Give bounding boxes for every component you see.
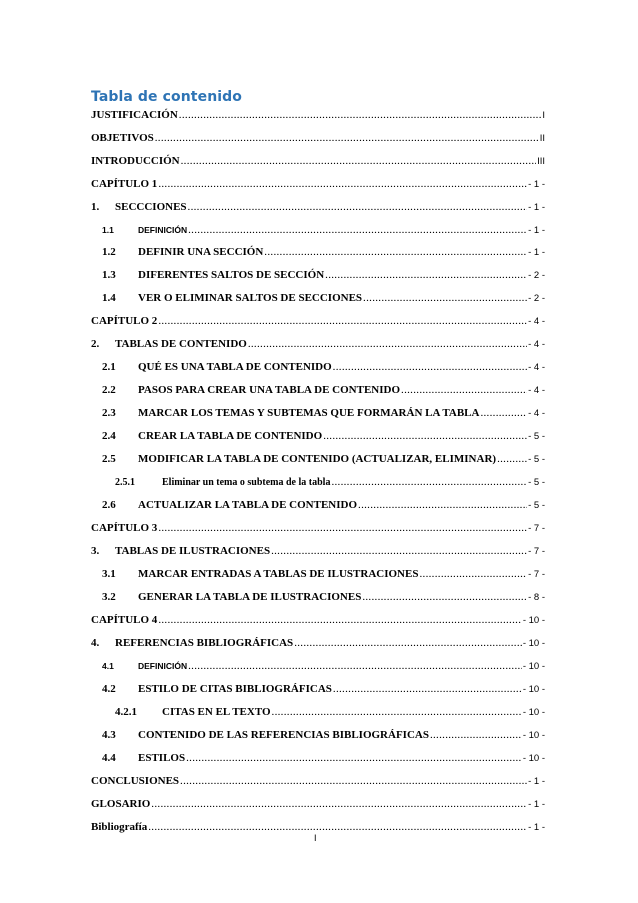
toc-entry-number: 1.4: [102, 292, 116, 304]
toc-entry-number: 2.5.1: [115, 477, 135, 488]
toc-entry-page: III: [537, 156, 545, 167]
toc-entry-label: DIFERENTES SALTOS DE SECCIÓN: [138, 269, 325, 281]
toc-entry[interactable]: [91, 338, 545, 354]
toc-entry-label: CAPÍTULO 4: [91, 614, 158, 626]
toc-entry[interactable]: [91, 637, 545, 653]
toc-entry[interactable]: [91, 155, 545, 171]
toc-entry[interactable]: [91, 292, 545, 308]
toc-entry[interactable]: [91, 178, 545, 194]
toc-entry-leader-dots: [179, 109, 542, 121]
toc-entry-label: Bibliografía: [91, 821, 148, 833]
toc-entry-leader-dots: [180, 775, 527, 787]
toc-entry-leader-dots: [148, 821, 527, 833]
toc-entry[interactable]: [91, 224, 545, 240]
toc-entry[interactable]: [91, 407, 545, 423]
toc-entry[interactable]: [91, 453, 545, 469]
toc-entry-page: - 10 -: [522, 615, 545, 626]
toc-entry-page: I: [542, 110, 545, 121]
toc-entry-leader-dots: [158, 315, 527, 327]
toc-entry-page: - 1 -: [528, 202, 545, 213]
toc-entry-page: - 5 -: [528, 500, 545, 511]
toc-entry-leader-dots: [188, 224, 527, 236]
toc-entry[interactable]: [91, 729, 545, 745]
toc-entry-page: - 10 -: [522, 707, 545, 718]
toc-entry-number: 2.5: [102, 453, 116, 465]
footer-page-number: I: [314, 833, 317, 843]
toc-entry-number: 3.1: [102, 568, 116, 580]
toc-entry-label: PASOS PARA CREAR UNA TABLA DE CONTENIDO: [138, 384, 401, 396]
toc-entry-leader-dots: [188, 660, 522, 672]
toc-entry-number: 2.: [91, 338, 100, 350]
toc-entry-leader-dots: [181, 155, 536, 167]
toc-entry-page: - 5 -: [528, 477, 545, 488]
toc-entry[interactable]: [91, 545, 545, 561]
toc-entry-label: OBJETIVOS: [91, 132, 154, 144]
toc-entry-page: - 4 -: [528, 316, 545, 327]
toc-entry-page: - 7 -: [528, 523, 545, 534]
toc-entry-label: ACTUALIZAR LA TABLA DE CONTENIDO: [138, 499, 358, 511]
toc-entry-leader-dots: [264, 246, 527, 258]
toc-entry-page: - 4 -: [528, 408, 545, 419]
toc-entry-leader-dots: [419, 568, 527, 580]
toc-entry-number: 4.2.1: [115, 706, 137, 718]
toc-entry-page: - 1 -: [528, 179, 545, 190]
toc-entry-label: CONCLUSIONES: [91, 775, 180, 787]
toc-entry-number: 1.3: [102, 269, 116, 281]
toc-entry[interactable]: [91, 706, 545, 722]
toc-entry-number: 2.6: [102, 499, 116, 511]
toc-entry-leader-dots: [363, 292, 527, 304]
toc-entry[interactable]: [91, 798, 545, 814]
toc-entry-leader-dots: [271, 545, 527, 557]
toc-entry-page: - 7 -: [528, 546, 545, 557]
toc-entry-page: - 8 -: [528, 592, 545, 603]
toc-entry-label: REFERENCIAS BIBLIOGRÁFICAS: [115, 637, 294, 649]
toc-entry-page: - 5 -: [528, 454, 545, 465]
toc-entry-leader-dots: [430, 729, 522, 741]
toc-entry-leader-dots: [333, 683, 522, 695]
toc-entry-leader-dots: [325, 269, 527, 281]
toc-entry-label: CAPÍTULO 1: [91, 178, 158, 190]
toc-entry-label: CAPÍTULO 3: [91, 522, 158, 534]
toc-entry-label: DEFINICIÓN: [138, 225, 188, 235]
toc-entry-leader-dots: [186, 752, 522, 764]
toc-entry-label: DEFINICIÓN: [138, 661, 188, 671]
toc-entry-label: VER O ELIMINAR SALTOS DE SECCIONES: [138, 292, 363, 304]
toc-entry-label: QUÉ ES UNA TABLA DE CONTENIDO: [138, 361, 332, 373]
toc-entry[interactable]: [91, 775, 545, 791]
toc-entry[interactable]: [91, 201, 545, 217]
toc-entry[interactable]: [91, 683, 545, 699]
toc-entry-leader-dots: [331, 476, 527, 488]
toc-entry-label: TABLAS DE CONTENIDO: [115, 338, 247, 350]
toc-entry-number: 4.3: [102, 729, 116, 741]
toc-entry[interactable]: [91, 361, 545, 377]
toc-entry-label: JUSTIFICACIÓN: [91, 109, 178, 121]
toc-entry-number: 2.3: [102, 407, 116, 419]
toc-entry-page: II: [539, 133, 545, 144]
toc-entry-label: Eliminar un tema o subtema de la tabla: [162, 477, 331, 488]
toc-entry-number: 4.: [91, 637, 100, 649]
toc-entry[interactable]: [91, 430, 545, 446]
toc-entry[interactable]: [91, 614, 545, 630]
toc-entry-label: INTRODUCCIÓN: [91, 155, 180, 167]
toc-entry-page: - 10 -: [522, 661, 545, 672]
toc-entry-leader-dots: [362, 591, 527, 603]
toc-entry-label: CITAS EN EL TEXTO: [162, 706, 271, 718]
toc-entry-leader-dots: [294, 637, 522, 649]
toc-entry-number: 4.4: [102, 752, 116, 764]
toc-entry-page: - 10 -: [522, 684, 545, 695]
toc-entry-number: 4.2: [102, 683, 116, 695]
toc-entry-number: 2.4: [102, 430, 116, 442]
toc-entry-leader-dots: [158, 522, 527, 534]
toc-entry[interactable]: [91, 660, 545, 676]
toc-entry-leader-dots: [151, 798, 527, 810]
toc-entry-number: 3.2: [102, 591, 116, 603]
toc-entry-page: - 4 -: [528, 362, 545, 373]
toc-entry-label: MODIFICAR LA TABLA DE CONTENIDO (ACTUALIZAR, ELIMINAR): [138, 453, 497, 465]
toc-entry-label: CAPÍTULO 2: [91, 315, 158, 327]
toc-entry-number: 1.: [91, 201, 100, 213]
toc-entry-page: - 4 -: [528, 339, 545, 350]
toc-entry-leader-dots: [188, 201, 528, 213]
toc-entry-page: - 2 -: [528, 270, 545, 281]
toc-entry-number: 3.: [91, 545, 100, 557]
toc-entry-number: 2.1: [102, 361, 116, 373]
toc-entry[interactable]: [91, 821, 545, 837]
toc-entry-leader-dots: [323, 430, 527, 442]
toc-entry-label: GLOSARIO: [91, 798, 151, 810]
toc-entry[interactable]: [91, 568, 545, 584]
toc-entry-label: CREAR LA TABLA DE CONTENIDO: [138, 430, 323, 442]
toc-entry-label: ESTILOS: [138, 752, 186, 764]
toc-entry[interactable]: [91, 246, 545, 262]
toc-entry-label: MARCAR ENTRADAS A TABLAS DE ILUSTRACIONES: [138, 568, 419, 580]
toc-entry[interactable]: [91, 591, 545, 607]
toc-entry[interactable]: [91, 384, 545, 400]
toc-entry-label: DEFINIR UNA SECCIÓN: [138, 246, 264, 258]
toc-entry-page: - 1 -: [528, 799, 545, 810]
toc-title: Tabla de contenido: [91, 89, 243, 105]
toc-entry-leader-dots: [155, 132, 539, 144]
toc-entry-leader-dots: [333, 361, 527, 373]
toc-entry-page: - 2 -: [528, 293, 545, 304]
toc-entry[interactable]: [91, 109, 545, 125]
toc-entry-page: - 10 -: [522, 753, 545, 764]
toc-entry[interactable]: [91, 132, 545, 148]
toc-entry-page: - 7 -: [528, 569, 545, 580]
toc-entry-number: 1.2: [102, 246, 116, 258]
toc-entry-label: TABLAS DE ILUSTRACIONES: [115, 545, 271, 557]
toc-entry-page: - 1 -: [528, 247, 545, 258]
toc-entry-leader-dots: [497, 453, 527, 465]
toc-entry-label: ESTILO DE CITAS BIBLIOGRÁFICAS: [138, 683, 332, 695]
toc-entry-page: - 10 -: [522, 730, 545, 741]
toc-entry-number: 2.2: [102, 384, 116, 396]
toc-entry-leader-dots: [158, 178, 527, 190]
toc-entry[interactable]: [91, 499, 545, 515]
toc-entry-page: - 1 -: [528, 225, 545, 236]
toc-entry-label: MARCAR LOS TEMAS Y SUBTEMAS QUE FORMARÁN LA TABLA: [138, 407, 480, 419]
toc-entry-label: GENERAR LA TABLA DE ILUSTRACIONES: [138, 591, 362, 603]
toc-entry-number: 4.1: [102, 661, 114, 671]
toc-entry-label: CONTENIDO DE LAS REFERENCIAS BIBLIOGRÁFICAS: [138, 729, 429, 741]
toc-entry-page: - 1 -: [528, 822, 545, 833]
toc-entry-leader-dots: [158, 614, 522, 626]
toc-entry-label: SECCCIONES: [115, 201, 187, 213]
toc-entry-leader-dots: [272, 706, 522, 718]
toc-entry[interactable]: [91, 476, 545, 492]
toc-entry-leader-dots: [401, 384, 527, 396]
toc-entry-leader-dots: [248, 338, 527, 350]
toc-entry[interactable]: [91, 269, 545, 285]
toc-entry-page: - 10 -: [522, 638, 545, 649]
toc-entry[interactable]: [91, 522, 545, 538]
toc-entry[interactable]: [91, 315, 545, 331]
toc-entry-page: - 1 -: [528, 776, 545, 787]
toc-entry[interactable]: [91, 752, 545, 768]
toc-entry-page: - 5 -: [528, 431, 545, 442]
toc-entry-leader-dots: [480, 407, 527, 419]
toc-entry-number: 1.1: [102, 225, 114, 235]
toc-entry-page: - 4 -: [528, 385, 545, 396]
toc-entry-leader-dots: [358, 499, 527, 511]
